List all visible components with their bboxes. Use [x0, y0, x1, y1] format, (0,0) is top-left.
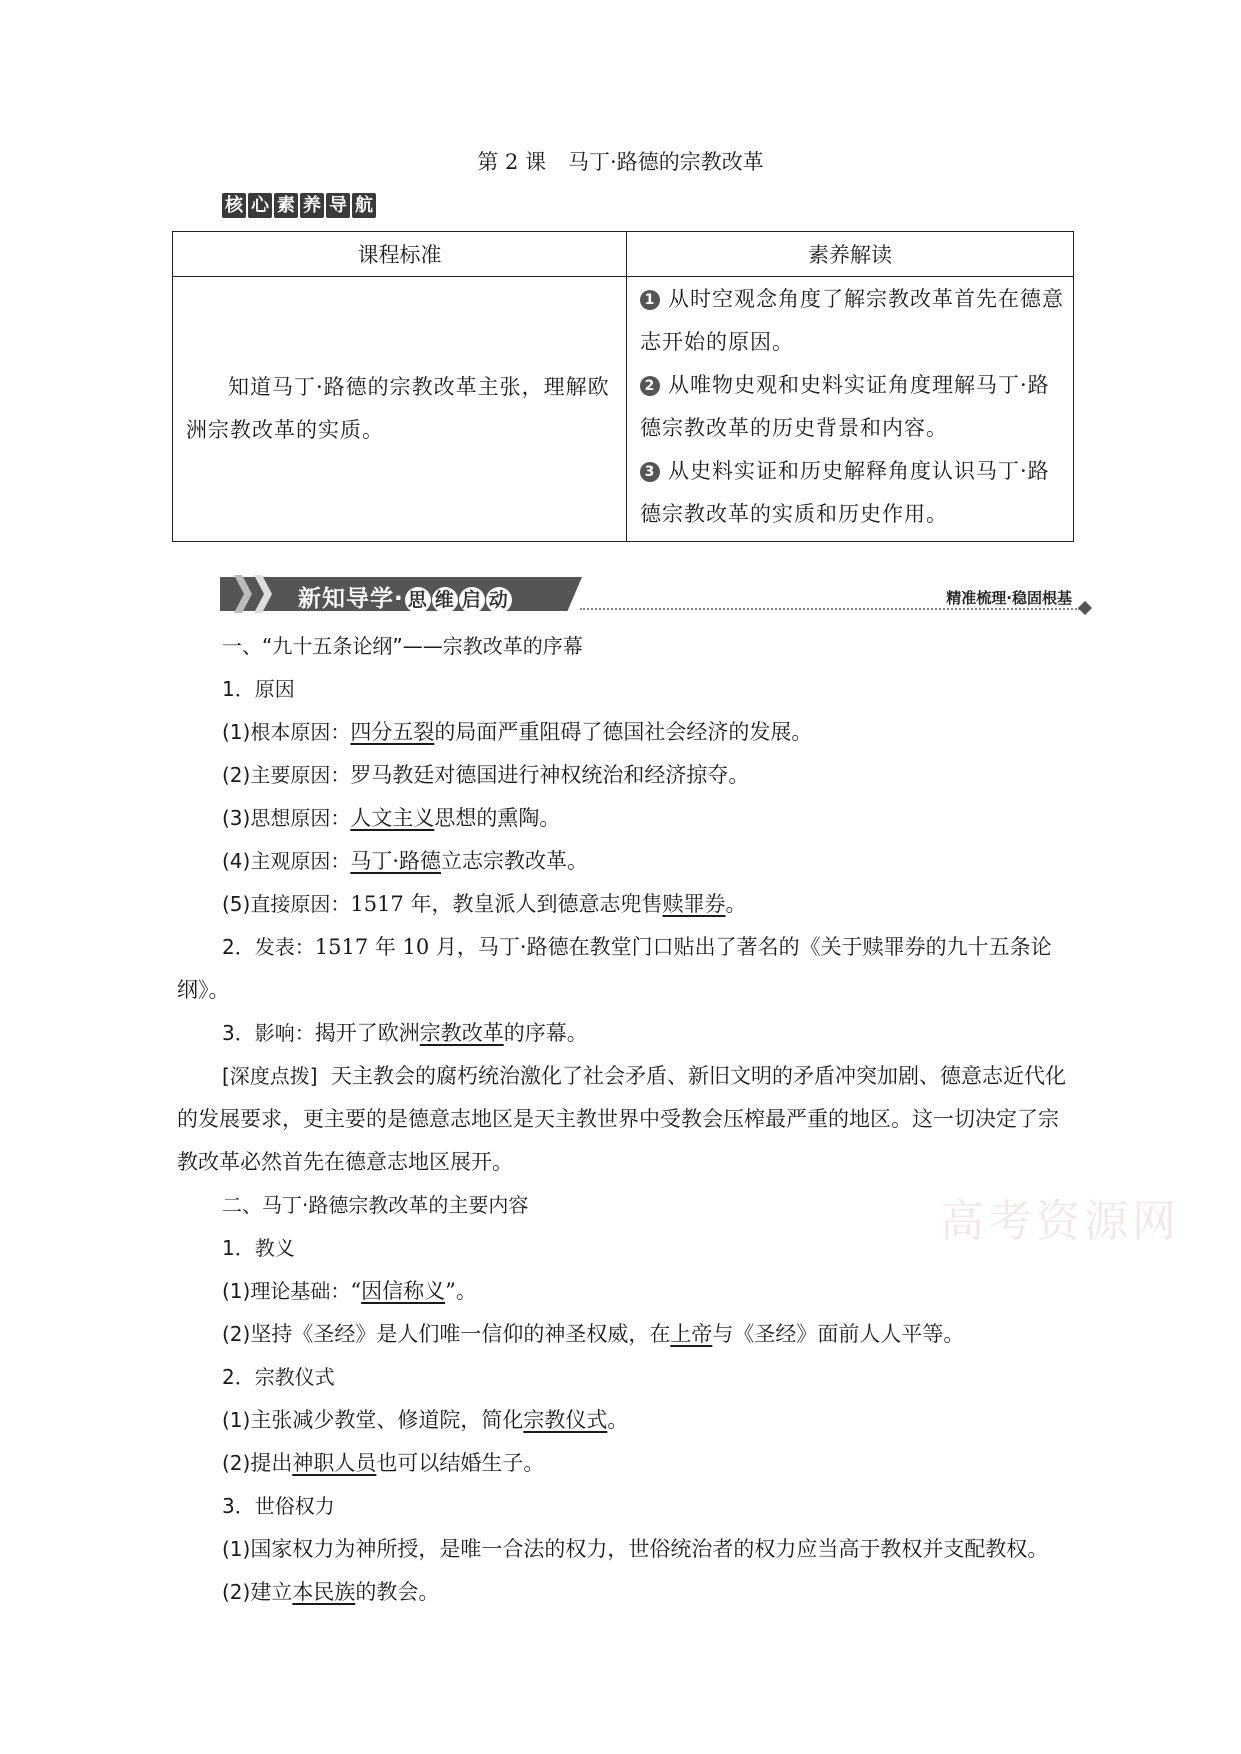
banner-subtitle: 精准梳理·稳固根基 [946, 589, 1072, 607]
secular-heading: 3．世俗权力 [222, 1494, 335, 1518]
banner-dotted-line [580, 608, 1080, 610]
item-label: (2) [222, 1451, 251, 1475]
watermark: 高考资源网 [940, 1196, 1180, 1247]
number-2-icon: 2 [640, 376, 660, 396]
badge-char: 核 [222, 193, 246, 218]
item-text: 的局面严重阻碍了德国社会经济的发展。 [434, 720, 813, 744]
item-text: 提出 [250, 1451, 293, 1475]
badge-char: 素 [274, 193, 298, 218]
reason-fundamental [177, 711, 1079, 754]
secular-church [177, 1571, 1079, 1614]
blank-answer: 本民族 [292, 1580, 356, 1604]
section-banner [220, 575, 1090, 615]
item-text: 的序幕。 [503, 1021, 588, 1045]
section2-heading: 二、马丁·路德宗教改革的主要内容 [222, 1193, 529, 1217]
curriculum-table [172, 231, 1074, 542]
lesson-number: 第 2 课 [477, 150, 547, 174]
badge-char: 导 [326, 193, 350, 218]
ritual-clergy [177, 1442, 1079, 1485]
item-text: 立志宗教改革。 [441, 849, 589, 873]
item-text: 思想的熏陶。 [434, 806, 561, 830]
reason-main [177, 754, 1079, 797]
item-text: 也可以结婚生子。 [376, 1451, 545, 1475]
doctrine-heading: 1．教义 [222, 1236, 295, 1260]
header-literacy-interpretation: 素养解读 [627, 232, 1074, 277]
publish-paragraph [177, 926, 1079, 1012]
reason-ideological [177, 797, 1079, 840]
item-text: 与《圣经》面前人人平等。 [712, 1322, 965, 1346]
item-text: 揭开了欧洲 [314, 1021, 420, 1045]
chevron-right-icon [254, 575, 272, 613]
badge-char: 航 [352, 193, 376, 218]
literacy-interpretation-cell [627, 277, 1074, 542]
item-label: (3)思想原因： [222, 806, 351, 830]
blank-answer: 因信称义 [361, 1279, 446, 1303]
literacy-item [640, 364, 1064, 450]
item-text: 1517 年，教皇派人到德意志兜售 [350, 892, 663, 916]
literacy-list [628, 278, 1072, 540]
reason-subjective [177, 840, 1079, 883]
item-label: (2) [222, 1322, 251, 1346]
literacy-item-text: 从唯物史观和史料实证角度理解马丁·路德宗教改革的历史背景和内容。 [640, 373, 1050, 440]
reason-direct [177, 883, 1079, 926]
main-content [177, 625, 1079, 1614]
blank-answer: 神职人员 [292, 1451, 377, 1475]
blank-answer: 马丁·路德 [350, 849, 442, 873]
item-text: 国家权力为神所授，是唯一合法的权力，世俗统治者的权力应当高于教权并支配教权。 [250, 1537, 1049, 1561]
note-text: 天主教会的腐朽统治激化了社会矛盾、新旧文明的矛盾冲突加剧、德意志近代化的发展要求，更主要的是德意志地区是天主教世界中受教会压榨最严重的地区。这一切决定了宗教改革必然首先在德意志地区展开。 [177, 1064, 1066, 1174]
badge-char: 心 [248, 193, 272, 218]
item-label: (4)主观原因： [222, 849, 351, 873]
section1-heading: 一、“九十五条论纲”——宗教改革的序幕 [222, 634, 583, 658]
blank-answer: 宗教仪式 [523, 1408, 608, 1432]
item-label: 2．发表： [222, 935, 315, 959]
diamond-icon [1078, 601, 1092, 615]
item-text: 罗马教廷对德国进行神权统治和经济掠夺。 [350, 763, 750, 787]
item-label: (5)直接原因： [222, 892, 351, 916]
blank-answer: 四分五裂 [350, 720, 435, 744]
blank-answer: 上帝 [670, 1322, 713, 1346]
doctrine-bible [177, 1313, 1079, 1356]
badge-char: 养 [300, 193, 324, 218]
reasons-heading: 1．原因 [222, 677, 295, 701]
ritual-heading: 2．宗教仪式 [222, 1365, 335, 1389]
lesson-name: 马丁·路德的宗教改革 [568, 150, 764, 174]
item-text: 1517 年 10 月，马丁·路德在教堂门口贴出了著名的《关于赎罪券的九十五条论纲》。 [177, 935, 1052, 1002]
number-1-icon: 1 [640, 290, 660, 310]
banner-prefix: 新知导学· [298, 586, 404, 612]
literacy-item-text: 从时空观念角度了解宗教改革首先在德意志开始的原因。 [640, 287, 1064, 354]
item-label: (2) [222, 1580, 251, 1604]
blank-answer: 宗教改革 [419, 1021, 504, 1045]
blank-answer: 赎罪券 [662, 892, 726, 916]
literacy-item [640, 450, 1064, 536]
deep-note [177, 1055, 1079, 1184]
blank-answer: 人文主义 [350, 806, 435, 830]
number-3-icon: 3 [640, 462, 660, 482]
banner-char: 启 [459, 587, 485, 613]
item-text: 的教会。 [355, 1580, 440, 1604]
item-label: (1) [222, 1537, 251, 1561]
item-text: 主张减少教堂、修道院，简化 [250, 1408, 524, 1432]
banner-title [298, 580, 512, 613]
item-label: (1)根本原因： [222, 720, 351, 744]
literacy-item [640, 278, 1064, 364]
item-label: (1)理论基础： [222, 1279, 351, 1303]
item-label: 3．影响： [222, 1021, 315, 1045]
quote-mark: ”。 [445, 1279, 477, 1303]
banner-char: 思 [405, 587, 431, 613]
banner-char: 维 [432, 587, 458, 613]
doctrine-basis [177, 1270, 1079, 1313]
lesson-title [0, 146, 1241, 176]
item-label: (1) [222, 1408, 251, 1432]
chevron-right-icon [234, 575, 252, 613]
item-text: 。 [725, 892, 747, 916]
note-label: [深度点拨] [222, 1064, 318, 1088]
curriculum-standard-text: 知道马丁·路德的宗教改革主张，理解欧洲宗教改革的实质。 [186, 375, 610, 442]
item-text: 建立 [250, 1580, 293, 1604]
literacy-item-text: 从史料实证和历史解释角度认识马丁·路德宗教改革的实质和历史作用。 [640, 459, 1050, 526]
core-literacy-badge [222, 193, 376, 218]
item-text: 坚持《圣经》是人们唯一信仰的神圣权威，在 [250, 1322, 671, 1346]
banner-char: 动 [486, 587, 512, 613]
item-label: (2)主要原因： [222, 763, 351, 787]
ritual-simplify [177, 1399, 1079, 1442]
impact-paragraph [177, 1012, 1079, 1055]
secular-power [177, 1528, 1079, 1571]
item-text: 。 [607, 1408, 629, 1432]
header-curriculum-standard: 课程标准 [173, 232, 627, 277]
quote-mark: “ [350, 1279, 362, 1303]
curriculum-standard-cell [173, 277, 627, 542]
